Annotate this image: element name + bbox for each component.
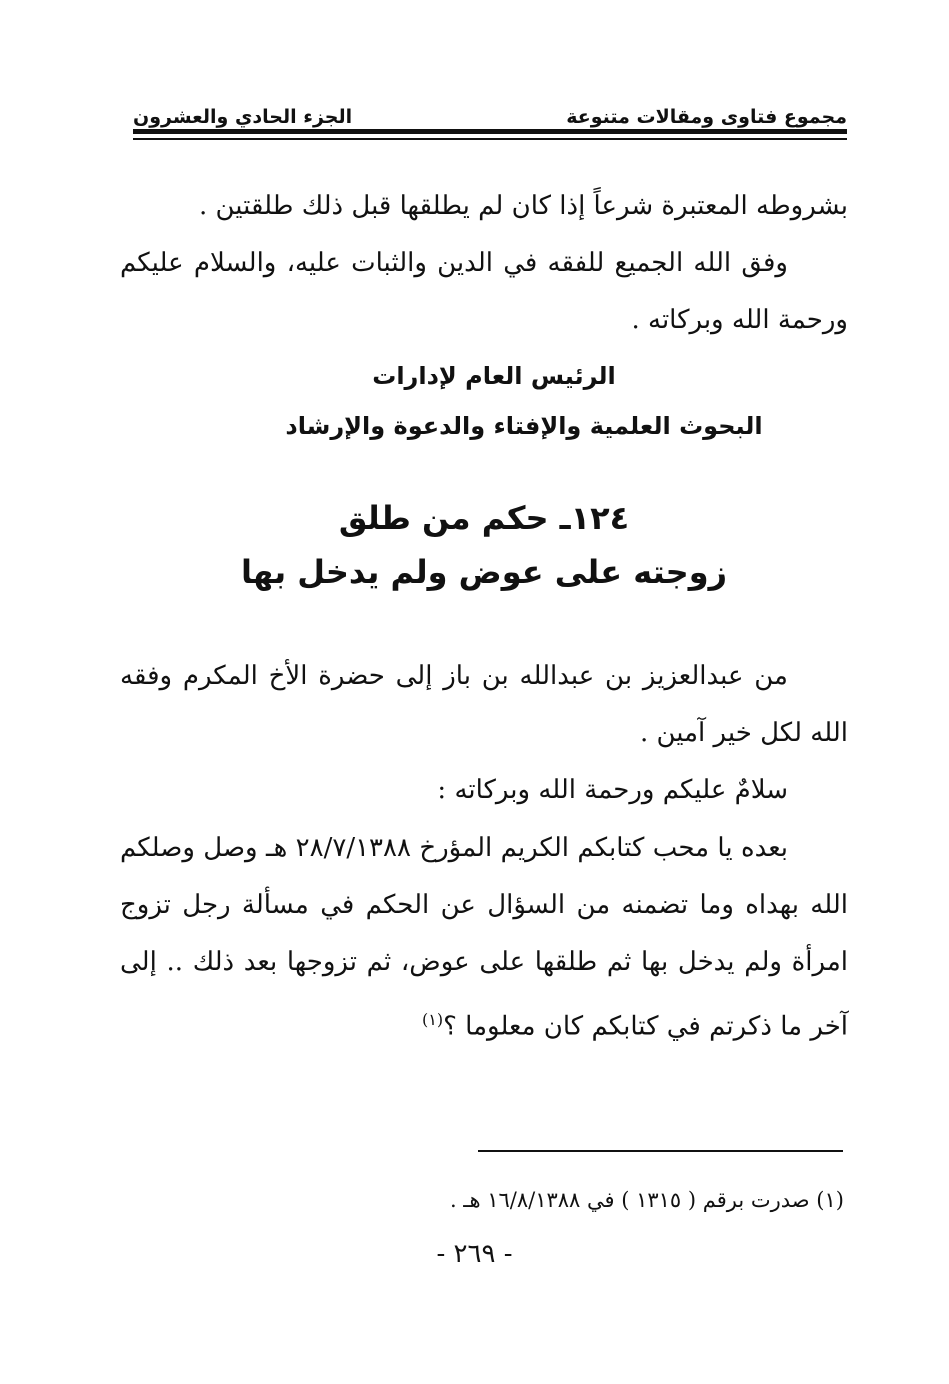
section-heading-line-1: ١٢٤ـ حكم من طلق [338,499,630,537]
page-number: - ٢٦٩ - [436,1239,513,1269]
header-rule-thick [133,129,847,134]
signature-line-2: البحوث العلمية والإفتاء والدعوة والإرشاد [285,412,763,440]
header-book-title: مجموع فتاوى ومقالات متنوعة [566,106,847,128]
header-volume-title: الجزء الحادي والعشرون [133,106,353,128]
header-rule-thin [133,138,847,140]
footnote-text: (١) صدرت برقم ( ١٣١٥ ) في ١٦/٨/١٣٨٨ هـ . [449,1188,844,1212]
paragraph-letter-opening: من عبدالعزيز بن عبدالله بن باز إلى حضرة الأخ المكرم وفقه الله لكل خير آمين . [120,661,848,748]
paragraph-closing-greeting: وفق الله الجميع للفقه في الدين والثبات عليه، والسلام عليكم ورحمة الله وبركاته . [120,248,848,335]
paragraph-salutation: سلامٌ عليكم ورحمة الله وبركاته : [437,775,788,805]
section-heading-line-2: زوجته على عوض ولم يدخل بها [240,553,728,591]
paragraph-letter-body [120,820,848,1056]
running-header [133,88,847,128]
letter-body-text: بعده يا محب كتابكم الكريم المؤرخ ٢٨/٧/١٣٨٨ هـ وصل وصلكم الله بهداه وما تضمنه من السؤال عن الحكم في مسألة رجل تزوج امرأة ولم يدخل بها ثم طلقها على عوض، ثم تزوجها بعد ذلك .. إلى آخر ما ذكرتم في كتابكم كان معلوما ؟ [120,833,848,1042]
footnote-marker: (١) [422,1010,444,1029]
paragraph-conditions: بشروطه المعتبرة شرعاً إذا كان لم يطلقها قبل ذلك طلقتين . [198,191,848,221]
signature-line-1: الرئيس العام لإدارات [372,362,616,390]
footnote-rule [478,1150,843,1152]
